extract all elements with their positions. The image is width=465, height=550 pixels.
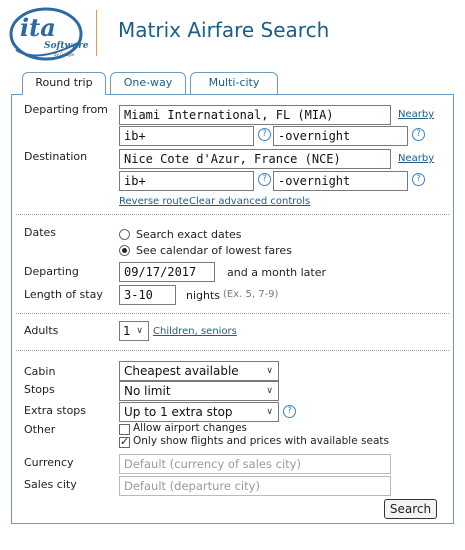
other-label: Other <box>24 423 56 436</box>
currency-input[interactable]: Default (currency of sales city) <box>119 454 391 474</box>
section-divider <box>16 214 449 215</box>
page-title: Matrix Airfare Search <box>118 18 330 42</box>
departing-date-input[interactable]: 09/17/2017 <box>119 262 215 282</box>
available-seats-label: Only show flights and prices with available seats <box>133 435 389 447</box>
children-seniors-link[interactable]: Children, seniors <box>153 326 237 337</box>
help-icon[interactable]: ? <box>258 173 271 186</box>
length-of-stay-label: Length of stay <box>24 288 103 301</box>
destination-nearby-link[interactable]: Nearby <box>398 153 435 164</box>
header <box>0 0 465 66</box>
section-divider <box>16 313 449 314</box>
destination-extension-input[interactable]: -overnight <box>273 171 408 191</box>
sales-city-label: Sales city <box>24 478 77 491</box>
chevron-down-icon: ∨ <box>266 386 273 396</box>
clear-advanced-controls-link[interactable]: Clear advanced controls <box>189 196 311 207</box>
allow-airport-changes-checkbox[interactable] <box>119 424 130 435</box>
length-of-stay-unit: nights <box>186 289 221 302</box>
tab-multi-city[interactable]: Multi-city <box>190 72 278 94</box>
adults-select[interactable] <box>119 321 149 341</box>
ita-software-logo[interactable] <box>8 6 89 62</box>
search-form <box>11 94 454 524</box>
adults-label: Adults <box>24 324 59 337</box>
help-icon[interactable]: ? <box>283 405 296 418</box>
destination-input[interactable]: Nice Cote d'Azur, France (NCE) <box>119 149 391 169</box>
date-exact-label: Search exact dates <box>136 228 242 241</box>
departing-route-codes-input[interactable]: ib+ <box>119 126 254 146</box>
destination-route-codes-input[interactable]: ib+ <box>119 171 254 191</box>
header-divider <box>96 10 97 56</box>
departing-from-input[interactable]: Miami International, FL (MIA) <box>119 105 391 125</box>
cabin-select[interactable] <box>119 361 279 381</box>
departing-extension-input[interactable]: -overnight <box>273 126 408 146</box>
currency-label: Currency <box>24 456 74 469</box>
logo-main-text: ita <box>20 13 56 42</box>
help-icon[interactable]: ? <box>258 128 271 141</box>
reverse-route-link[interactable]: Reverse route <box>119 196 189 207</box>
stops-label: Stops <box>24 383 55 396</box>
adults-value: 1 <box>123 324 131 338</box>
available-seats-checkbox[interactable] <box>119 437 130 448</box>
tab-round-trip[interactable]: Round trip <box>22 72 106 95</box>
chevron-down-icon: ∨ <box>266 366 273 376</box>
date-exact-radio[interactable] <box>119 229 130 240</box>
allow-airport-changes-label: Allow airport changes <box>133 422 248 434</box>
cabin-label: Cabin <box>24 365 56 378</box>
dates-label: Dates <box>24 226 57 239</box>
extra-stops-label: Extra stops <box>24 404 87 417</box>
section-divider <box>16 350 449 351</box>
departing-date-label: Departing <box>24 265 79 278</box>
date-calendar-radio[interactable] <box>119 245 130 256</box>
departing-from-label: Departing from <box>24 103 108 116</box>
search-button[interactable]: Search <box>384 499 437 519</box>
logo-by-text: by Google <box>54 52 75 57</box>
cabin-value: Cheapest available <box>124 364 239 378</box>
date-calendar-label: See calendar of lowest fares <box>136 244 292 257</box>
stops-select[interactable] <box>119 381 279 401</box>
departing-date-suffix: and a month later <box>227 266 327 279</box>
destination-label: Destination <box>24 150 88 163</box>
logo-sub-text: Software <box>44 41 89 51</box>
extra-stops-value: Up to 1 extra stop <box>124 405 233 419</box>
help-icon[interactable]: ? <box>412 173 425 186</box>
sales-city-input[interactable]: Default (departure city) <box>119 476 391 496</box>
length-of-stay-hint: (Ex. 5, 7-9) <box>223 289 279 300</box>
extra-stops-select[interactable] <box>119 402 279 422</box>
length-of-stay-input[interactable]: 3-10 <box>119 285 176 305</box>
stops-value: No limit <box>124 384 171 398</box>
chevron-down-icon: ∨ <box>136 326 143 336</box>
tab-one-way[interactable]: One-way <box>110 72 186 94</box>
help-icon[interactable]: ? <box>412 128 425 141</box>
departing-nearby-link[interactable]: Nearby <box>398 109 435 120</box>
chevron-down-icon: ∨ <box>266 407 273 417</box>
